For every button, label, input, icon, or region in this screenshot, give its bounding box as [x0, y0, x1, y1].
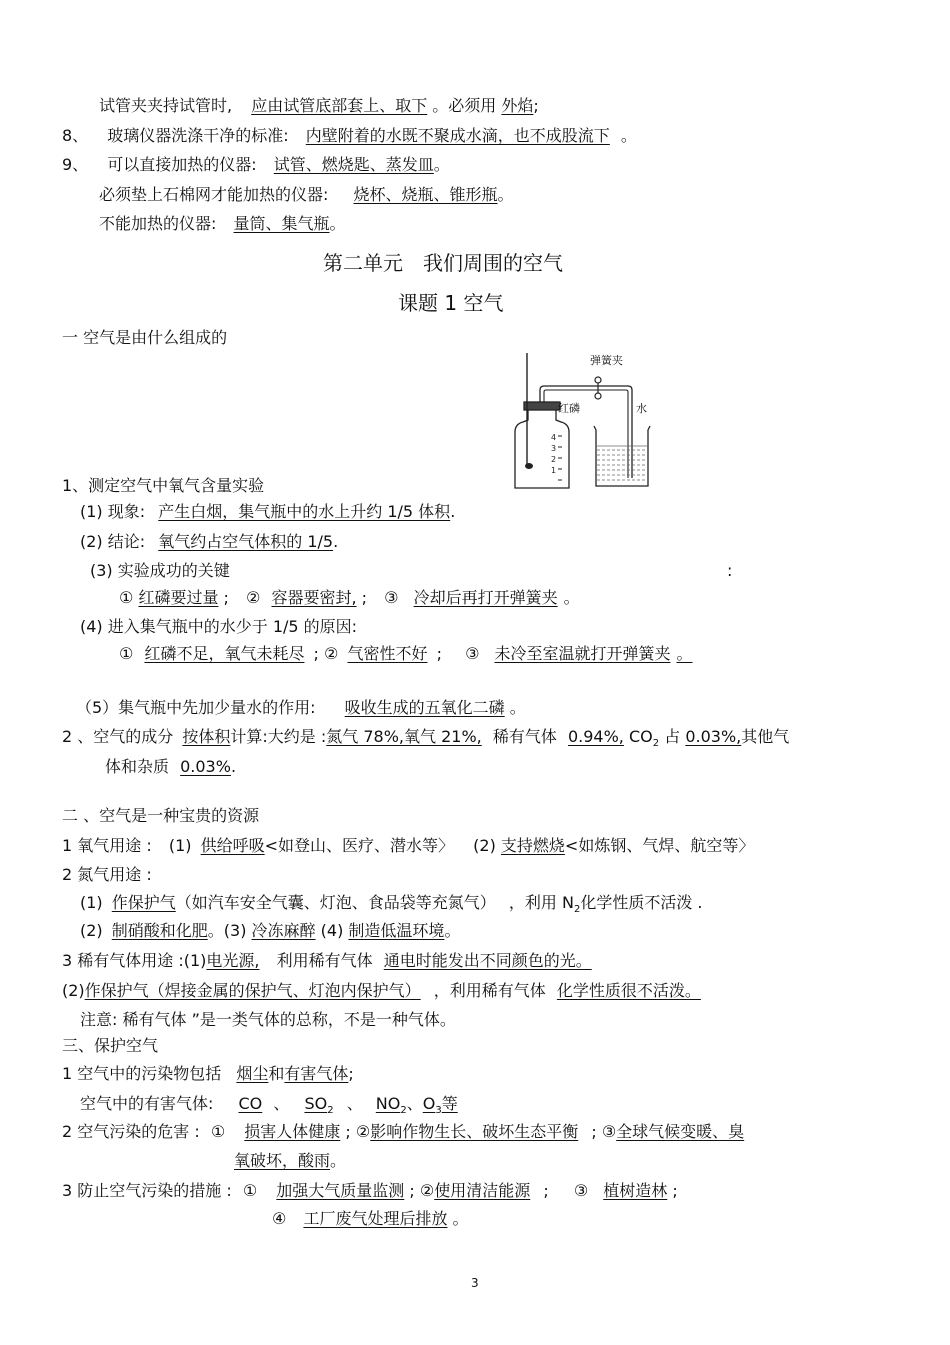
line-item-9: 9、 可以直接加热的仪器: 试管、燃烧匙、蒸发皿。 — [62, 155, 450, 174]
beaker — [594, 426, 650, 486]
water-level-marks — [551, 433, 556, 475]
pollutants-line: 1 空气中的污染物包括 烟尘和有害气体; — [62, 1064, 354, 1083]
label-red-phosphorus: 红磷 — [558, 402, 580, 415]
phenomenon-line: (1) 现象: 产生白烟，集气瓶中的水上升约 1/5 体积. — [80, 502, 456, 521]
beaker-water — [597, 446, 647, 480]
air-composition-line: 2 、空气的成分 按体积计算:大约是 :氮气 78%,氧气 21%, 稀有气体 0.94%, $CO_2$ 占 0.03%,其他气 — [62, 727, 790, 750]
label-water: 水 — [636, 402, 647, 415]
water-less-reasons: ① 红磷不足，氧气未耗尽 ; ② 气密性不好 ; ③ 未冷至室温就打开弹簧夹 。 — [119, 644, 693, 663]
red-phosphorus-spoon — [525, 463, 533, 469]
key-points-items: ① 红磷要过量 ; ② 容器要密封, ; ③ 冷却后再打开弹簧夹 。 — [119, 588, 580, 607]
unit-title: 第二单元 我们周围的空气 — [323, 251, 563, 275]
pollution-harm-line: 2 空气污染的危害 : ① 损害人体健康 ; ②影响作物生长、破坏生态平衡 ; ③全球气候变暖、臭 — [62, 1122, 745, 1141]
key-points-colon: : — [727, 561, 733, 580]
line-item-8: 8、 玻璃仪器洗涤干净的标准: 内壁附着的水既不聚成水滴，也不成股流下 。 — [62, 126, 637, 145]
mark-4: 4 — [551, 433, 557, 442]
prevention-line-2: ④ 工厂废气处理后排放 。 — [272, 1209, 469, 1228]
lesson-title: 课题 1 空气 — [398, 291, 504, 315]
harmful-gases-line: 空气中的有害气体: CO 、 $SO_2$ 、 $NO_2$、$O_3$等 — [80, 1094, 458, 1117]
page-number: 3 — [471, 1276, 479, 1290]
pollution-harm-line-2: 氧破坏，酸雨。 — [234, 1151, 347, 1170]
oxygen-uses-line: 1 氧气用途 : (1) 供给呼吸<如登山、医疗、潜水等〉 (2) 支持燃烧<如炼钢、气焊、航空等〉 — [62, 836, 755, 855]
rare-gas-use-1: 3 稀有气体用途 :(1)电光源, 利用稀有气体 通电时能发出不同颜色的光。 — [62, 951, 592, 970]
air-composition-line-2: 体和杂质 0.03%. — [105, 757, 237, 776]
water-less-heading: (4) 进入集气瓶中的水少于 1/5 的原因: — [80, 617, 358, 636]
key-points-heading: (3) 实验成功的关键 — [90, 561, 230, 580]
line-no-heating: 不能加热的仪器: 量筒、集气瓶。 — [99, 214, 346, 233]
label-spring-clip: 弹簧夹 — [590, 354, 623, 367]
section-2-heading: 二 、空气是一种宝贵的资源 — [62, 806, 260, 825]
rare-gas-use-2: (2)作保护气（焊接金属的保护气、灯泡内保护气） ，利用稀有气体 化学性质很不活泼。 — [62, 981, 701, 1000]
spring-clip — [595, 377, 601, 399]
prevention-line: 3 防止空气污染的措施 : ① 加强大气质量监测 ; ②使用清洁能源 ; ③ 植树造林 ; — [62, 1181, 678, 1200]
section-1-heading: 一 空气是由什么组成的 — [62, 328, 228, 347]
nitrogen-uses-heading: 2 氮气用途 : — [62, 865, 152, 884]
section-3-heading: 三、保护空气 — [62, 1036, 159, 1055]
mark-2: 2 — [551, 455, 557, 464]
line-test-tube-clamp: 试管夹夹持试管时, 应由试管底部套上、取下 。必须用 外焰; — [99, 96, 539, 115]
experiment-heading: 1、测定空气中氧气含量实验 — [62, 476, 265, 495]
nitrogen-use-2: (2) 制硝酸和化肥。(3) 冷冻麻醉 (4) 制造低温环境。 — [80, 921, 461, 940]
experiment-apparatus-figure — [510, 350, 670, 490]
nitrogen-use-1: (1) 作保护气（如汽车安全气囊、灯泡、食品袋等充氮气） ，利用 $N_2$化学性质不活泼 . — [80, 893, 703, 916]
mark-3: 3 — [551, 444, 557, 453]
mark-1: 1 — [551, 466, 557, 475]
rare-gas-note: 注意: 稀有气体 ”是一类气体的总称，不是一种气体。 — [80, 1010, 456, 1029]
water-purpose-line: （5）集气瓶中先加少量水的作用: 吸收生成的五氧化二磷 。 — [76, 698, 526, 717]
conclusion-line: (2) 结论: 氧气约占空气体积的 1/5. — [80, 532, 339, 551]
line-asbestos-heating: 必须垫上石棉网才能加热的仪器: 烧杯、烧瓶、锥形瓶。 — [99, 185, 514, 204]
connecting-tube — [540, 386, 632, 478]
